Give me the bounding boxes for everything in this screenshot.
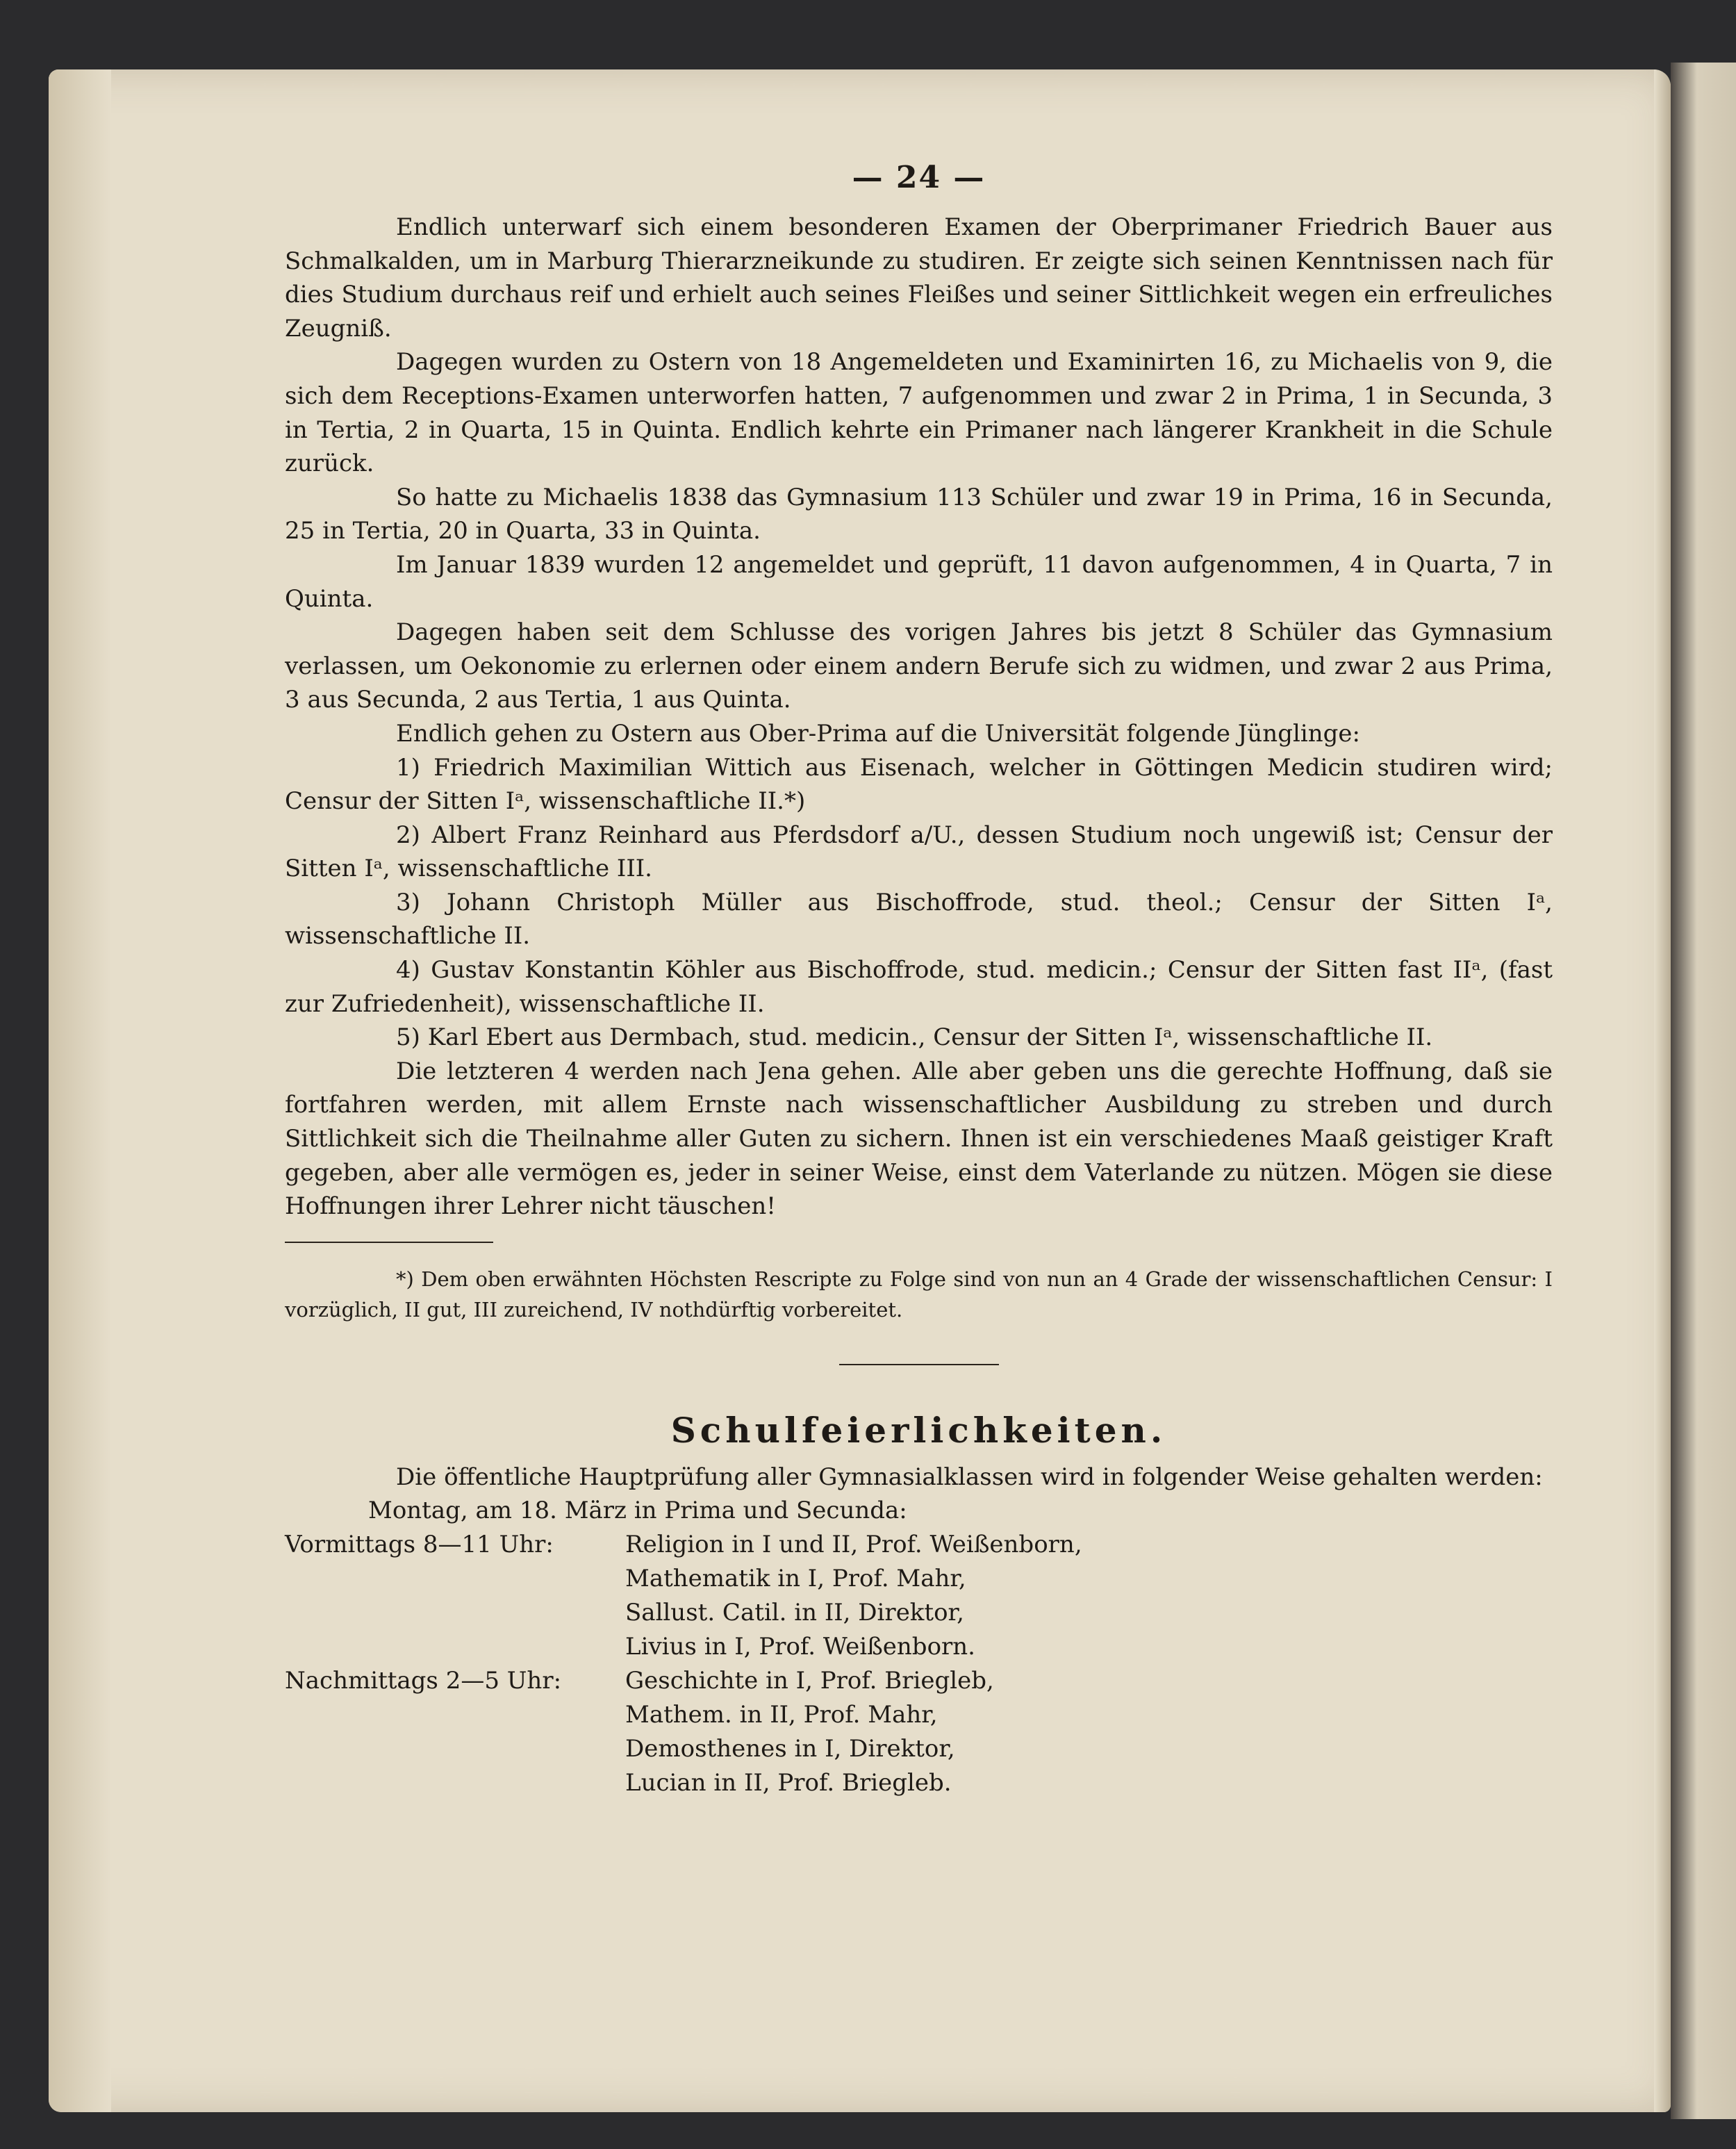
schedule-row (285, 1698, 1553, 1732)
schedule-subject: Geschichte in I, Prof. Briegleb, (625, 1667, 994, 1695)
schedule-time: Vormittags 8—11 Uhr: (285, 1531, 554, 1558)
schedule-row (285, 1732, 1553, 1766)
schedule-subject: Mathem. in II, Prof. Mahr, (625, 1701, 938, 1729)
paragraph-admissions: Dagegen wurden zu Ostern von 18 Angemeldeten und Examinirten 16, zu Michaelis von 9, die sich dem Receptions-Examen unterworfen hatten, 7 aufgenommen und zwar 2 in Prima, 1 in Secunda, 3 in Tertia, 2 in Quarta, 15 in Quinta. Endlich kehrte ein Primaner nach längerer Krankheit in die Schule zurück. (285, 348, 1553, 478)
schedule-row (285, 1528, 1553, 1562)
schedule-row (285, 1596, 1553, 1630)
schedule-subject: Demosthenes in I, Direktor, (625, 1735, 955, 1763)
schedule-subject: Religion in I und II, Prof. Weißenborn, (625, 1531, 1082, 1558)
list-item-wittich: 1) Friedrich Maximilian Wittich aus Eisenach, welcher in Göttingen Medicin studiren wird; Censur der Sitten Iᵃ, wissenschaftliche II.*) (285, 753, 1553, 816)
list-item-reinhard: 2) Albert Franz Reinhard aus Pferdsdorf a/U., dessen Studium noch ungewiß ist; Censur der Sitten Iᵃ, wissenschaftliche III. (285, 821, 1553, 883)
page-edge-shadow (1654, 69, 1671, 2112)
page-number: — 24 — (852, 160, 986, 195)
paragraph-january: Im Januar 1839 wurden 12 angemeldet und geprüft, 11 davon aufgenommen, 4 in Quarta, 7 in Quinta. (285, 550, 1553, 613)
schedule-row (285, 1766, 1553, 1800)
schedule-time: Nachmittags 2—5 Uhr: (285, 1667, 562, 1695)
schedule-time (285, 1698, 625, 1732)
exam-day: Montag, am 18. März in Prima und Secunda: (368, 1497, 907, 1525)
list-item-mueller: 3) Johann Christoph Müller aus Bischoffrode, stud. theol.; Censur der Sitten Iᵃ, wissenschaftliche II. (285, 888, 1553, 950)
exam-schedule (285, 1528, 1553, 1800)
schedule-time (285, 1596, 625, 1630)
paragraph-michaelis-count: So hatte zu Michaelis 1838 das Gymnasium 113 Schüler und zwar 19 in Prima, 16 in Secunda, 25 in Tertia, 20 in Quarta, 33 in Quinta. (285, 483, 1553, 545)
paragraph-bauer: Endlich unterwarf sich einem besonderen Examen der Oberprimaner Friedrich Bauer aus Schmalkalden, um in Marburg Thierarzneikunde zu studiren. Er zeigte sich seinen Kenntnissen nach für dies Studium durchaus reif und erhielt auch seines Fleißes und seiner Sittlichkeit wegen ein erfreuliches Zeugniß. (285, 213, 1553, 343)
section-divider (839, 1364, 999, 1365)
schedule-time (285, 1562, 625, 1596)
schedule-row (285, 1664, 1553, 1698)
adjacent-page-edge (1671, 63, 1736, 2119)
schedule-time (285, 1732, 625, 1766)
paragraph-departures: Dagegen haben seit dem Schlusse des vorigen Jahres bis jetzt 8 Schüler das Gymnasium verlassen, um Oekonomie zu erlernen oder einem andern Berufe sich zu widmen, und zwar 2 aus Prima, 3 aus Secunda, 2 aus Tertia, 1 aus Quinta. (285, 618, 1553, 714)
schedule-subject: Sallust. Catil. in II, Direktor, (625, 1599, 964, 1627)
exam-intro: Die öffentliche Hauptprüfung aller Gymnasialklassen wird in folgender Weise gehalten werden: (396, 1463, 1543, 1491)
list-item-koehler: 4) Gustav Konstantin Köhler aus Bischoffrode, stud. medicin.; Censur der Sitten fast IIᵃ, (fast zur Zufriedenheit), wissenschaftliche II. (285, 956, 1553, 1018)
schedule-subject: Mathematik in I, Prof. Mahr, (625, 1565, 966, 1592)
footnote-text: *) Dem oben erwähnten Höchsten Rescripte zu Folge sind von nun an 4 Grade der wissenschaftlichen Censur: I vorzüglich, II gut, III zureichend, IV nothdürftig vorbereitet. (285, 1267, 1553, 1321)
schedule-time (285, 1630, 625, 1664)
list-item-ebert: 5) Karl Ebert aus Dermbach, stud. medicin., Censur der Sitten Iᵃ, wissenschaftliche II. (396, 1023, 1433, 1052)
footnote-divider (285, 1242, 493, 1243)
page-gutter-shadow (49, 69, 111, 2112)
paragraph-closing: Die letzteren 4 werden nach Jena gehen. Alle aber geben uns die gerechte Hoffnung, daß sie fortfahren werden, mit allem Ernste nach wissenschaftlicher Ausbildung zu streben und durch Sittlichkeit sich die Theilnahme aller Guten zu sichern. Ihnen ist ein verschiedenes Maaß geistiger Kraft gegeben, aber alle vermögen es, jeder in seiner Weise, einst dem Vaterlande zu nützen. Mögen sie diese Hoffnungen ihrer Lehrer nicht täuschen! (285, 1057, 1553, 1221)
schedule-subject: Lucian in II, Prof. Briegleb. (625, 1769, 952, 1797)
schedule-time (285, 1766, 625, 1800)
footnote (285, 1264, 1553, 1325)
schedule-row (285, 1630, 1553, 1664)
paragraph-university-intro: Endlich gehen zu Ostern aus Ober-Prima auf die Universität folgende Jünglinge: (396, 719, 1360, 748)
schedule-subject: Livius in I, Prof. Weißenborn. (625, 1633, 975, 1661)
schedule-row (285, 1562, 1553, 1596)
page-content (285, 160, 1553, 1800)
section-heading: Schulfeierlichkeiten. (670, 1409, 1167, 1451)
